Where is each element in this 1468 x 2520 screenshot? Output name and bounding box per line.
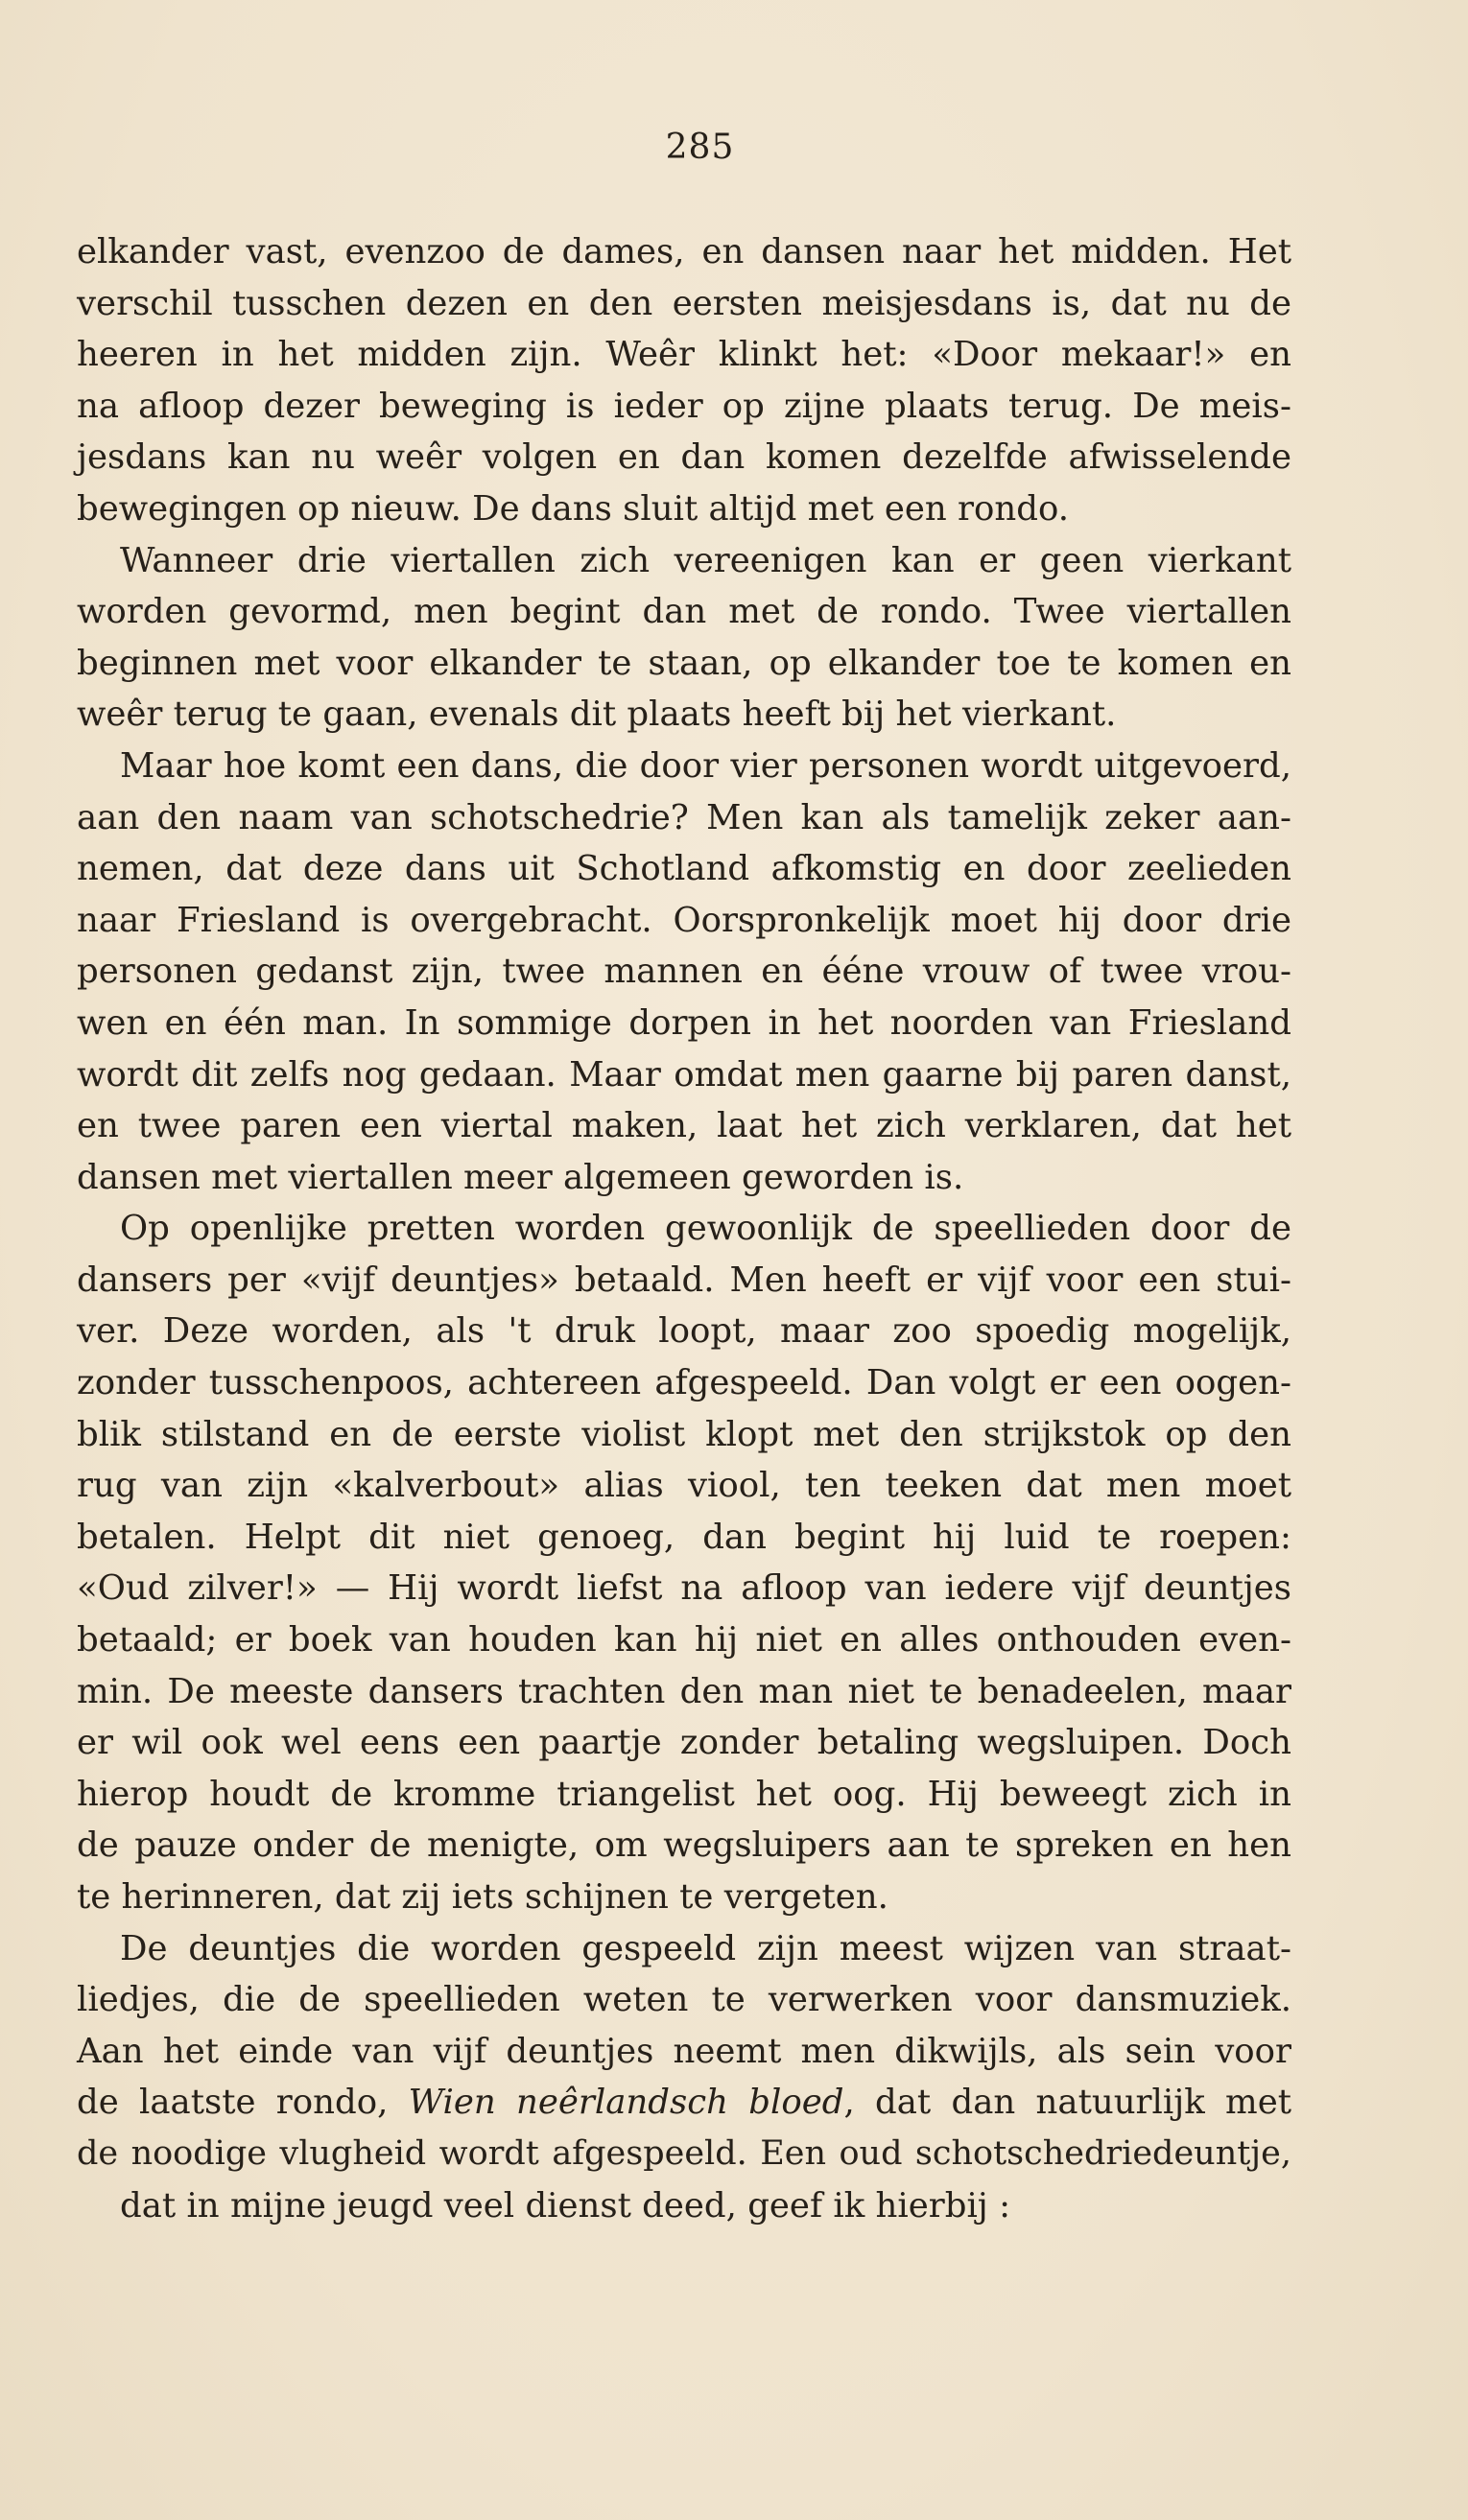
text-line: aan den naam van schotschedrie? Men kan als tamelijk zeker aan- bbox=[77, 797, 1291, 837]
text-line: jesdans kan nu weêr volgen en dan komen dezelfde afwisselende bbox=[77, 437, 1291, 478]
text-line: Aan het einde van vijf deuntjes neemt men dikwijls, als sein voor bbox=[77, 2031, 1291, 2071]
text-line: te herinneren, dat zij iets schijnen te vergeten. bbox=[77, 1877, 888, 1917]
text-line: beginnen met voor elkander te staan, op elkander toe te komen en bbox=[77, 643, 1291, 683]
text-line: nemen, dat deze dans uit Schotland afkomstig en door zeelieden bbox=[77, 849, 1291, 889]
text-line: heeren in het midden zijn. Weêr klinkt het: «Door mekaar!» en bbox=[77, 335, 1291, 375]
text-line: bewegingen op nieuw. De dans sluit altijd met een rondo. bbox=[77, 488, 1070, 529]
text-line: en twee paren een viertal maken, laat het zich verklaren, dat het bbox=[77, 1106, 1291, 1146]
text-line: Wanneer drie viertallen zich vereenigen kan er geen vierkant bbox=[120, 540, 1291, 580]
text-line: betalen. Helpt dit niet genoeg, dan begint hij luid te roepen: bbox=[77, 1517, 1291, 1557]
text-line: wordt dit zelfs nog gedaan. Maar omdat men gaarne bij paren danst, bbox=[77, 1054, 1291, 1095]
text-line: zonder tusschenpoos, achtereen afgespeeld. Dan volgt er een oogen- bbox=[77, 1363, 1291, 1403]
text-line: wen en één man. In sommige dorpen in het noorden van Friesland bbox=[77, 1002, 1291, 1043]
text-line: ver. Deze worden, als 't druk loopt, maar zoo spoedig mogelijk, bbox=[77, 1311, 1291, 1352]
text-line bbox=[77, 2077, 1291, 2129]
text-line: De deuntjes die worden gespeeld zijn meest wijzen van straat- bbox=[120, 1928, 1291, 1968]
text-line: min. De meeste dansers trachten den man niet te benadeelen, maar bbox=[77, 1671, 1291, 1711]
text-line: er wil ook wel eens een paartje zonder betaling wegsluipen. Doch bbox=[77, 1723, 1291, 1763]
body-text bbox=[77, 226, 1291, 2231]
page-number: 285 bbox=[665, 128, 735, 167]
text-line: worden gevormd, men begint dan met de rondo. Twee viertallen bbox=[77, 592, 1291, 632]
text-line: Op openlijke pretten worden gewoonlijk de speellieden door de bbox=[120, 1209, 1291, 1249]
text-line: dat in mijne jeugd veel dienst deed, geef ik hierbij : bbox=[120, 2185, 1011, 2226]
text-line: dansers per «vijf deuntjes» betaald. Men heeft er vijf voor een stui- bbox=[77, 1260, 1291, 1300]
text-line: blik stilstand en de eerste violist klopt met den strijkstok op den bbox=[77, 1414, 1291, 1454]
text-line: «Oud zilver!» — Hij wordt liefst na afloop van iedere vijf deuntjes bbox=[77, 1568, 1291, 1609]
text-line: elkander vast, evenzoo de dames, en dansen naar het midden. Het bbox=[77, 232, 1291, 271]
text-line: personen gedanst zijn, twee mannen en ééne vrouw of twee vrou- bbox=[77, 952, 1291, 992]
text-line: de pauze onder de menigte, om wegsluipers aan te spreken en hen bbox=[77, 1825, 1291, 1866]
text-segment: , dat dan natuurlijk met bbox=[843, 2083, 1291, 2123]
text-line: dansen met viertallen meer algemeen geworden is. bbox=[77, 1157, 964, 1197]
text-line: verschil tusschen dezen en den eersten meisjesdans is, dat nu de bbox=[77, 283, 1291, 323]
italic-title: Wien neêrlandsch bloed bbox=[408, 2083, 844, 2123]
text-line: na afloop dezer beweging is ieder op zijne plaats terug. De meis- bbox=[77, 386, 1291, 426]
text-line: liedjes, die de speellieden weten te verwerken voor dansmuziek. bbox=[77, 1980, 1291, 2020]
text-line: Maar hoe komt een dans, die door vier personen wordt uitgevoerd, bbox=[120, 745, 1291, 786]
text-line: hierop houdt de kromme triangelist het oog. Hij beweegt zich in bbox=[77, 1774, 1291, 1814]
text-line: weêr terug te gaan, evenals dit plaats heeft bij het vierkant. bbox=[77, 695, 1117, 735]
text-line: betaald; er boek van houden kan hij niet en alles onthouden even- bbox=[77, 1620, 1291, 1660]
text-segment: de laatste rondo, bbox=[77, 2083, 409, 2123]
text-line: rug van zijn «kalverbout» alias viool, ten teeken dat men moet bbox=[77, 1466, 1291, 1506]
text-line: naar Friesland is overgebracht. Oorspronkelijk moet hij door drie bbox=[77, 900, 1291, 940]
text-line: de noodige vlugheid wordt afgespeeld. Een oud schotschedriedeuntje, bbox=[77, 2133, 1291, 2173]
